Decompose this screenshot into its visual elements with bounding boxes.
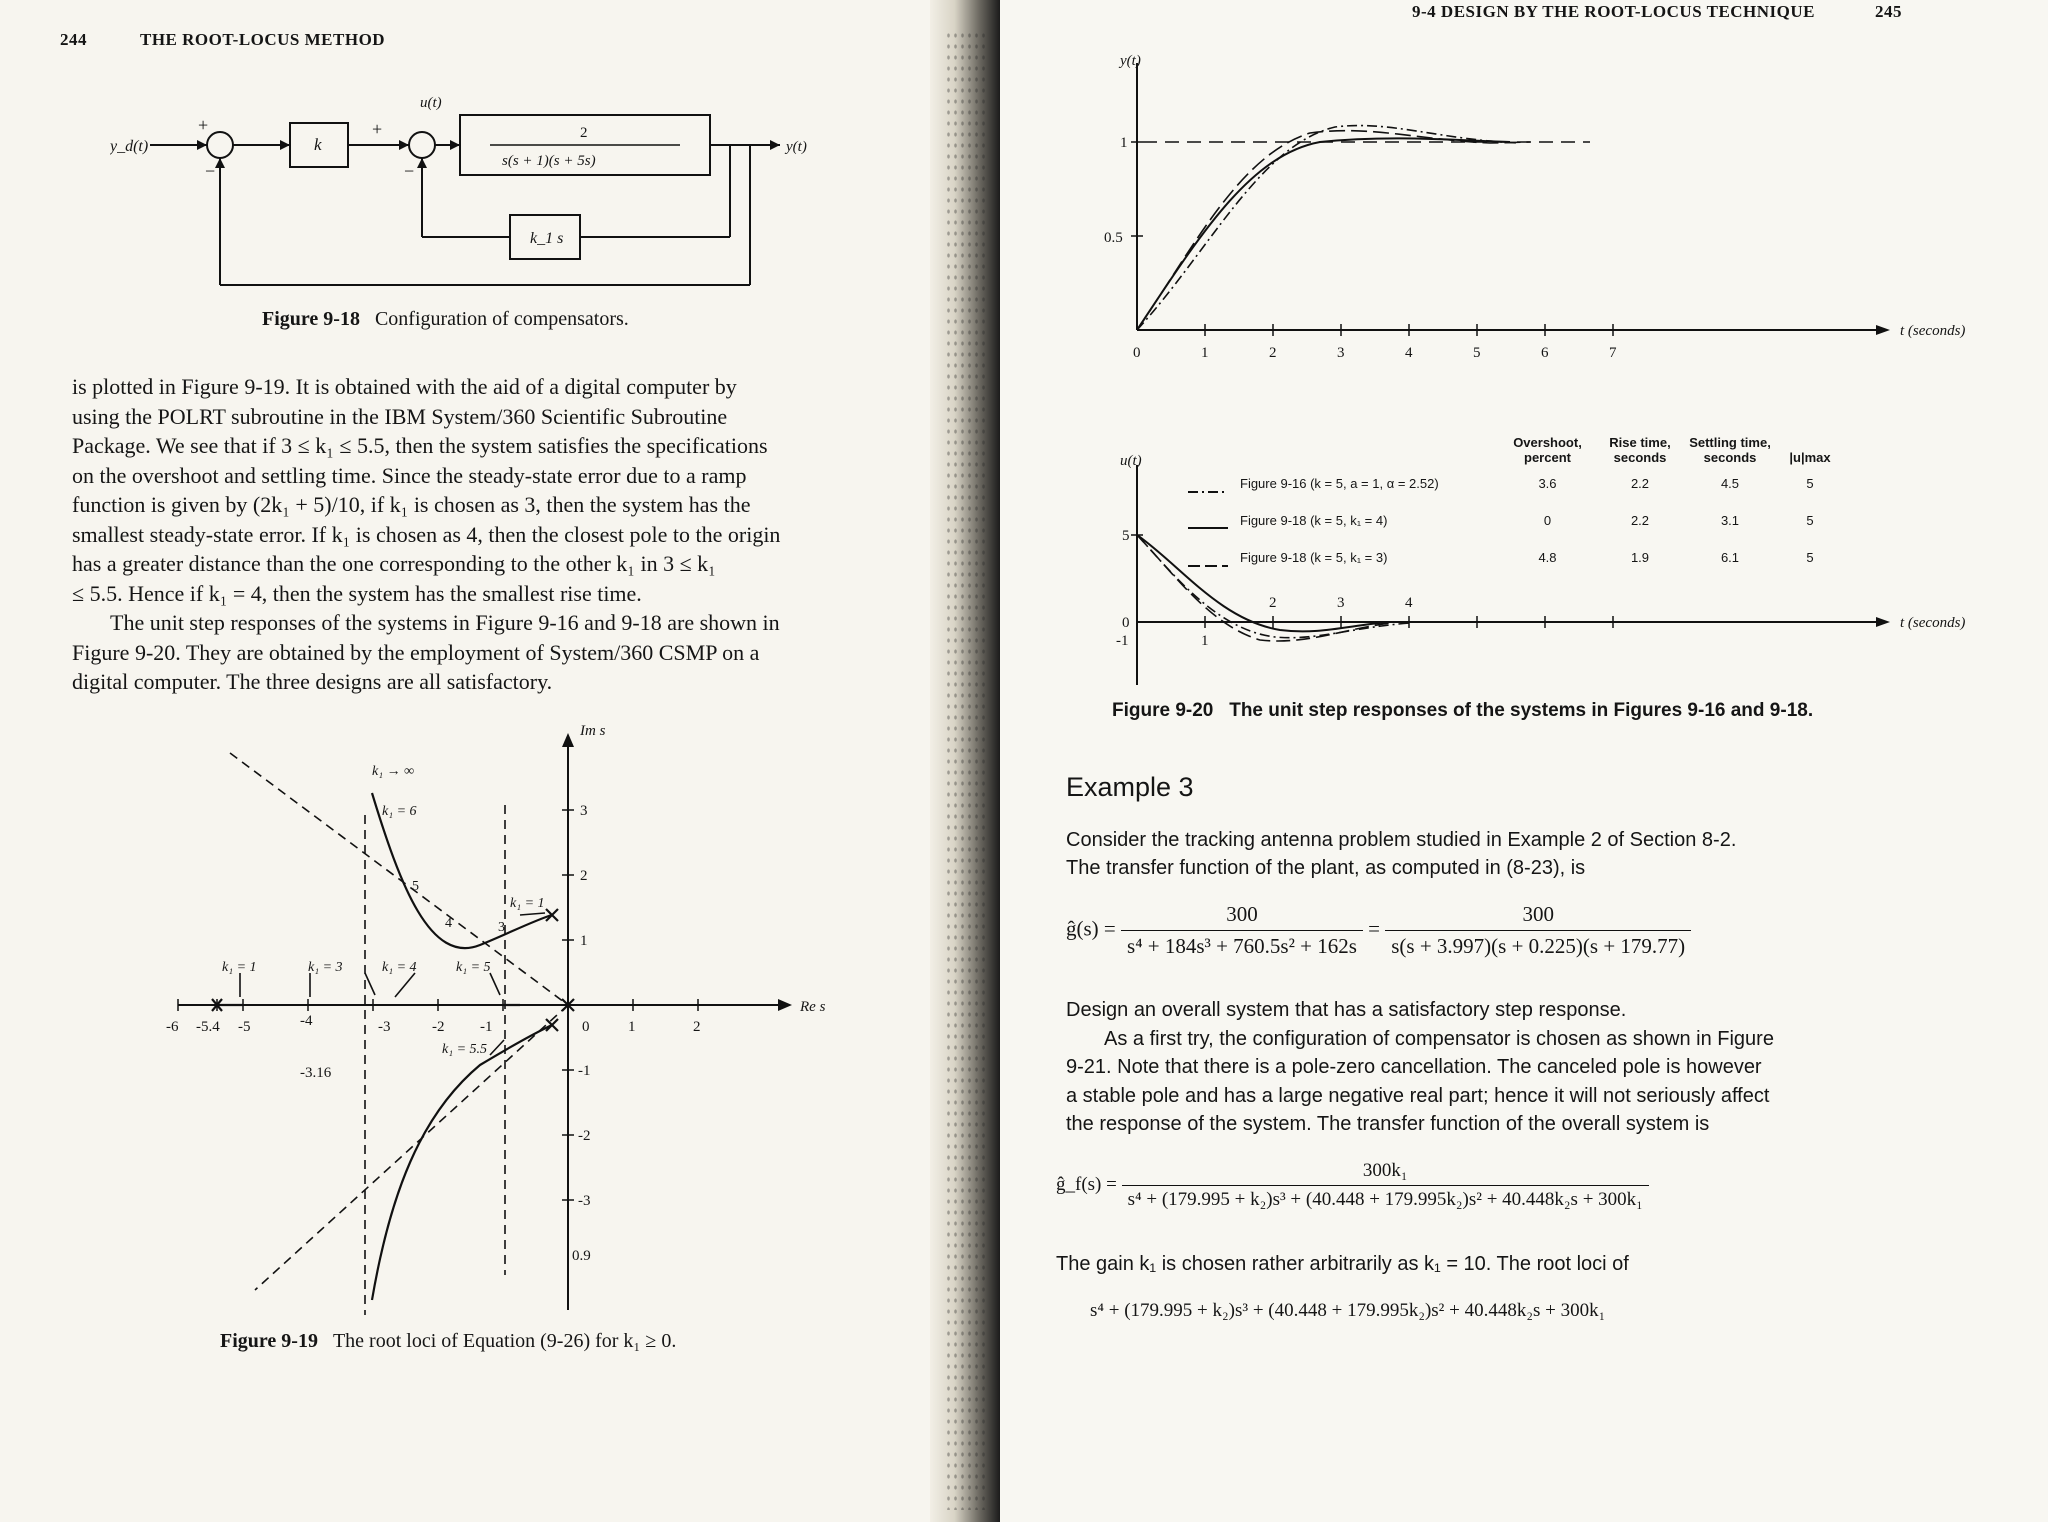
label-k-infinity: k₁ → ∞ xyxy=(372,764,415,779)
figure-9-20-plots xyxy=(1090,45,2010,685)
table-cell: 3.6 xyxy=(1538,476,1557,491)
table-row-label: Figure 9-18 (k = 5, k₁ = 4) xyxy=(1240,513,1388,528)
y-tick-label: 2 xyxy=(580,868,588,884)
x-tick-label: 2 xyxy=(693,1019,701,1035)
text-line: The transfer function of the plant, as computed in (8-23), is xyxy=(1066,857,1586,879)
u-inner-tick: 2 xyxy=(1269,595,1277,611)
figure-9-20-caption xyxy=(1112,700,1813,722)
output-label: y(t) xyxy=(786,139,807,155)
text-line: As a first try, the configuration of compensator is chosen as shown in Figure xyxy=(1104,1027,1774,1050)
u-axis-label: u(t) xyxy=(1120,453,1142,469)
table-cell: 2.2 xyxy=(1630,513,1650,528)
locus-point-4: 4 xyxy=(445,916,452,931)
input-label: y_d(t) xyxy=(110,138,149,155)
sum1-minus: − xyxy=(205,161,216,181)
label-k1-left: k₁ = 1 xyxy=(222,960,257,975)
table-header: Overshoot, percent xyxy=(1513,435,1582,465)
t-axis-label: t (seconds) xyxy=(1900,323,1966,339)
eq-fraction xyxy=(1122,1160,1649,1211)
text-line: 9-21. Note that there is a pole-zero cancellation. The canceled pole is however xyxy=(1066,1056,1762,1078)
label-k5: k₁ = 5 xyxy=(456,960,491,975)
y-tick-label: 0.5 xyxy=(1104,230,1123,246)
x-tick-label: -6 xyxy=(166,1019,179,1035)
equation-overall xyxy=(1056,1160,1649,1211)
x-tick-label: -3 xyxy=(378,1019,391,1035)
table-row-label: Figure 9-18 (k = 5, k₁ = 3) xyxy=(1240,550,1388,565)
label-neg-3-16: -3.16 xyxy=(300,1065,332,1081)
control-label: u(t) xyxy=(420,95,442,111)
text-line: the response of the system. The transfer function of the overall system is xyxy=(1066,1113,1710,1135)
table-cell: 1.9 xyxy=(1630,550,1650,565)
caption-text: The unit step responses of the systems in Figures 9-16 and 9-18. xyxy=(1229,700,1814,721)
table-header: |u|max xyxy=(1789,450,1831,465)
text-line: has a greater distance than the one corresponding to the other k₁ in 3 ≤ k₁ xyxy=(72,551,716,576)
x-tick-label: 1 xyxy=(628,1019,636,1035)
locus-point-5: 5 xyxy=(412,879,419,894)
eq-fraction-2 xyxy=(1385,902,1691,959)
x-tick-label: -2 xyxy=(432,1019,445,1035)
caption-text: Configuration of compensators. xyxy=(374,308,629,330)
eq-lhs: ĝ(s) = xyxy=(1066,916,1116,941)
eq-numerator: 300 xyxy=(1226,902,1258,926)
y-tick-label: -2 xyxy=(578,1128,591,1144)
im-axis-label: Im s xyxy=(580,723,606,739)
label-k1-top: k₁ = 1 xyxy=(510,896,545,911)
caption-label: Figure 9-18 xyxy=(262,308,360,330)
plant-numerator: 2 xyxy=(580,125,588,141)
label-k6: k₁ = 6 xyxy=(382,804,417,819)
running-head-right: 9-4 DESIGN BY THE ROOT-LOCUS TECHNIQUE xyxy=(1412,2,1816,21)
t-tick-label: 0 xyxy=(1133,345,1141,361)
eq-denominator: s⁴ + 184s³ + 760.5s² + 162s xyxy=(1121,930,1363,959)
text-line: Consider the tracking antenna problem studied in Example 2 of Section 8-2. xyxy=(1066,829,1737,851)
eq-lhs: ĝ_f(s) = xyxy=(1056,1173,1117,1195)
text-line: function is given by (2k₁ + 5)/10, if k₁ is chosen as 3, then the system has the xyxy=(72,492,751,517)
table-cell: 5 xyxy=(1806,476,1814,491)
table-cell: 6.1 xyxy=(1720,550,1740,565)
label-k55: k₁ = 5.5 xyxy=(442,1042,488,1057)
left-body-text xyxy=(72,372,902,697)
caption-label: Figure 9-19 xyxy=(220,1330,318,1352)
left-page xyxy=(0,0,975,1522)
gain-block-label: k xyxy=(314,135,322,154)
figure-9-18-caption xyxy=(262,308,629,331)
table-cell: 3.1 xyxy=(1720,513,1740,528)
eq-fraction-1 xyxy=(1121,902,1363,959)
gain-sentence: The gain k₁ is chosen rather arbitrarily as k₁ = 10. The root loci of xyxy=(1056,1253,1629,1275)
text-line: Design an overall system that has a satisfactory step response. xyxy=(1066,999,1627,1021)
example-intro xyxy=(1066,826,1936,882)
t-tick-label: 7 xyxy=(1609,345,1617,361)
y-tick-label: 1 xyxy=(580,933,588,949)
plant-denominator: s(s + 1)(s + 5s) xyxy=(502,153,596,169)
t-tick-label: 5 xyxy=(1473,345,1481,361)
right-page xyxy=(1000,0,2048,1522)
page-number-left: 244 xyxy=(60,30,87,49)
equation-characteristic: s⁴ + (179.995 + k₂)s³ + (40.448 + 179.995k₂)s² + 40.448k₂s + 300k₁ xyxy=(1090,1300,1606,1321)
t-tick-label: 2 xyxy=(1269,345,1277,361)
u-inner-tick: 1 xyxy=(1201,633,1209,649)
table-header: Settling time, seconds xyxy=(1689,435,1771,465)
u-tick-label: 0 xyxy=(1122,615,1130,631)
eq-denominator: s⁴ + (179.995 + k₂)s³ + (40.448 + 179.995k₂)s² + 40.448k₂s + 300k₁ xyxy=(1122,1185,1649,1211)
x-tick-label: -4 xyxy=(300,1013,313,1029)
table-cell: 0 xyxy=(1543,513,1552,528)
t-tick-label: 4 xyxy=(1405,345,1413,361)
sum2-plus: + xyxy=(372,119,383,139)
eq-numerator: 300k₁ xyxy=(1362,1160,1408,1181)
eq-numerator: 300 xyxy=(1522,902,1554,926)
eq-equals: = xyxy=(1368,916,1380,941)
figure-9-19-root-locus xyxy=(160,715,880,1325)
re-axis-label: Re s xyxy=(800,999,826,1015)
table-cell: 2.2 xyxy=(1630,476,1650,491)
t-tick-label: 6 xyxy=(1541,345,1549,361)
x-tick-label: 0 xyxy=(582,1019,590,1035)
label-k4: k₁ = 4 xyxy=(382,960,417,975)
figure-9-19-caption xyxy=(220,1330,676,1353)
sum1-plus: + xyxy=(198,115,209,135)
caption-label: Figure 9-20 xyxy=(1112,700,1214,721)
u-tick-label: 5 xyxy=(1122,528,1130,544)
y-tick-label: 1 xyxy=(1120,135,1128,151)
y-tick-label: -1 xyxy=(578,1063,591,1079)
text-line: ≤ 5.5. Hence if k₁ = 4, then the system has the smallest rise time. xyxy=(72,580,642,606)
x-tick-label: -5.4 xyxy=(196,1019,220,1035)
table-cell: 4.5 xyxy=(1720,476,1740,491)
example-title: Example 3 xyxy=(1066,772,1194,802)
y-axis-label: y(t) xyxy=(1120,53,1141,69)
text-line: smallest steady-state error. If k₁ is chosen as 4, then the closest pole to the origin xyxy=(72,521,781,547)
table-cell: 5 xyxy=(1806,550,1814,565)
table-cell: 5 xyxy=(1806,513,1814,528)
figure-9-20-table xyxy=(1240,410,1845,576)
t-tick-label: 1 xyxy=(1201,345,1209,361)
text-line: using the POLRT subroutine in the IBM System/360 Scientific Subroutine xyxy=(72,403,728,429)
text-line: a stable pole and has a large negative real part; hence it will not seriously affect xyxy=(1066,1084,1770,1107)
y-tick-label: 3 xyxy=(580,803,588,819)
table-header: Rise time, seconds xyxy=(1609,435,1671,465)
figure-9-18-diagram xyxy=(110,85,870,295)
text-line: Package. We see that if 3 ≤ k₁ ≤ 5.5, then the system satisfies the specifications xyxy=(72,433,768,458)
x-tick-label: -1 xyxy=(480,1019,493,1035)
u-inner-tick: 4 xyxy=(1405,595,1413,611)
text-line: is plotted in Figure 9-19. It is obtained with the aid of a digital computer by xyxy=(72,374,737,399)
text-line: digital computer. The three designs are all satisfactory. xyxy=(72,669,553,694)
example-body xyxy=(1066,996,1936,1139)
eq-denominator: s(s + 3.997)(s + 0.225)(s + 179.77) xyxy=(1385,930,1691,959)
sum2-minus: − xyxy=(404,161,415,181)
feedback-block-label: k_1 s xyxy=(530,230,564,247)
gutter-noise xyxy=(945,30,985,1510)
text-line: Figure 9-20. They are obtained by the employment of System/360 CSMP on a xyxy=(72,639,760,665)
page-number-right: 245 xyxy=(1875,2,1902,21)
t-axis-label-bottom: t (seconds) xyxy=(1900,615,1966,631)
table-row-label: Figure 9-16 (k = 5, a = 1, α = 2.52) xyxy=(1240,476,1439,491)
running-head-left: THE ROOT-LOCUS METHOD xyxy=(140,30,386,49)
text-line: The unit step responses of the systems in Figure 9-16 and 9-18 are shown in xyxy=(110,610,780,635)
locus-point-3: 3 xyxy=(498,920,505,935)
caption-text: The root loci of Equation (9-26) for k₁ ≥ 0. xyxy=(332,1330,677,1352)
label-0-9: 0.9 xyxy=(572,1248,591,1264)
text-line: on the overshoot and settling time. Since the steady-state error due to a ramp xyxy=(72,462,747,488)
equation-plant xyxy=(1066,902,1691,959)
u-inner-tick: 3 xyxy=(1337,595,1345,611)
y-tick-label: -3 xyxy=(578,1193,591,1209)
u-tick-label: -1 xyxy=(1116,633,1129,649)
label-k3: k₁ = 3 xyxy=(308,960,343,975)
table-cell: 4.8 xyxy=(1538,550,1557,565)
x-tick-label: -5 xyxy=(238,1019,251,1035)
t-tick-label: 3 xyxy=(1337,345,1345,361)
